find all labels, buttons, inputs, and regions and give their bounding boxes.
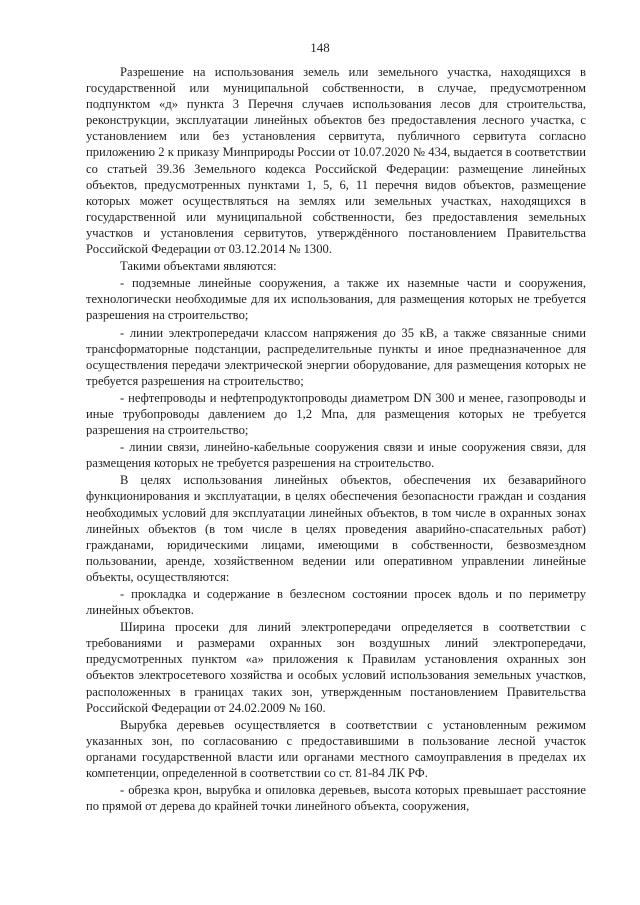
document-body <box>86 64 586 814</box>
page-number: 148 <box>310 40 330 55</box>
paragraph-linear-objects-purposes: В целях использования линейных объектов, обеспечения их безаварийного функционирования и эксплуатации, в целях обеспечения безопасности граждан и создания необходимых условий для эксплуатации линейных объектов, в том числе в охранных зонах линейных объектов (в том числе в целях проведения аварийно-спасательных работ) гражданами, юридическими лицами, имеющими в собственности, безвозмездном пользовании, аренде, хозяйственном ведении или оперативном управлении линейные объекты, осуществляются: <box>86 473 586 584</box>
paragraph-tree-felling: Вырубка деревьев осуществляется в соответствии с установленным режимом указанных зон, по согласованию с предоставившими в пользование лесной участок органами государственной власти или органами местного самоуправления в пределах их компетенции, определенной в соответствии со ст. 81-84 ЛК РФ. <box>86 717 586 781</box>
list-item-underground-structures: - подземные линейные сооружения, а также их наземные части и сооружения, технологически необходимые для их использования, для размещения которых не требуется разрешения на строительство; <box>86 276 586 323</box>
list-item-power-lines: - линии электропередачи классом напряжения до 35 кВ, а также связанные сними трансформаторные подстанции, распределительные пункты и иное предназначенное для осуществления передачи электрической энергии оборудование, для размещения которых не требуется разрешения на строительство; <box>86 325 586 388</box>
paragraph-land-use-permit: Разрешение на использования земель или земельного участка, находящихся в государственной или муниципальной собственности, в случае, предусмотренном подпунктом «д» пункта 3 Перечня случаев использования лесов для строительства, реконструкции, эксплуатации линейных объектов без предоставления лесного участка, с установлением или без установления сервитута, публичного сервитута согласно приложению 2 к приказу Минприроды России от 10.07.2020 № 434, выдается в соответствии со статьей 39.36 Земельного кодекса Российской Федерации: размещение линейных объектов, предусмотренных пунктами 1, 5, 6, 11 перечня видов объектов, размещение которых может осуществляться на землях или земельных участках, находящихся в государственной или муниципальной собственности, без предоставления земельных участков и установления сервитутов, утверждённого постановлением Правительства Российской Федерации от 03.12.2014 № 1300. <box>86 65 586 257</box>
list-item-crown-trimming: - обрезка крон, вырубка и опиловка деревьев, высота которых превышает расстояние по прямой от дерева до крайней точки линейного объекта, сооружения, <box>86 783 586 814</box>
paragraph-objects-intro: Такими объектами являются: <box>120 259 277 274</box>
paragraph-clearing-width: Ширина просеки для линий электропередачи определяется в соответствии с требованиями и размерами охранных зон воздушных линий электропередачи, предусмотренных пунктом «а» приложения к Правилам установления охранных зон объектов электросетевого хозяйства и особых условий использования земельных участков, расположенных в границах таких зон, утвержденным постановлением Правительства Российской Федерации от 24.02.2009 № 160. <box>86 620 586 715</box>
list-item-clearings: - прокладка и содержание в безлесном состоянии просек вдоль и по периметру линейных объектов. <box>86 587 586 618</box>
list-item-communication-lines: - линии связи, линейно-кабельные сооружения связи и иные сооружения связи, для размещения которых не требуется разрешения на строительство. <box>86 440 586 471</box>
list-item-pipelines: - нефтепроводы и нефтепродуктопроводы диаметром DN 300 и менее, газопроводы и иные трубопроводы давлением до 1,2 Мпа, для размещения которых не требуется разрешения на строительство; <box>86 390 586 438</box>
